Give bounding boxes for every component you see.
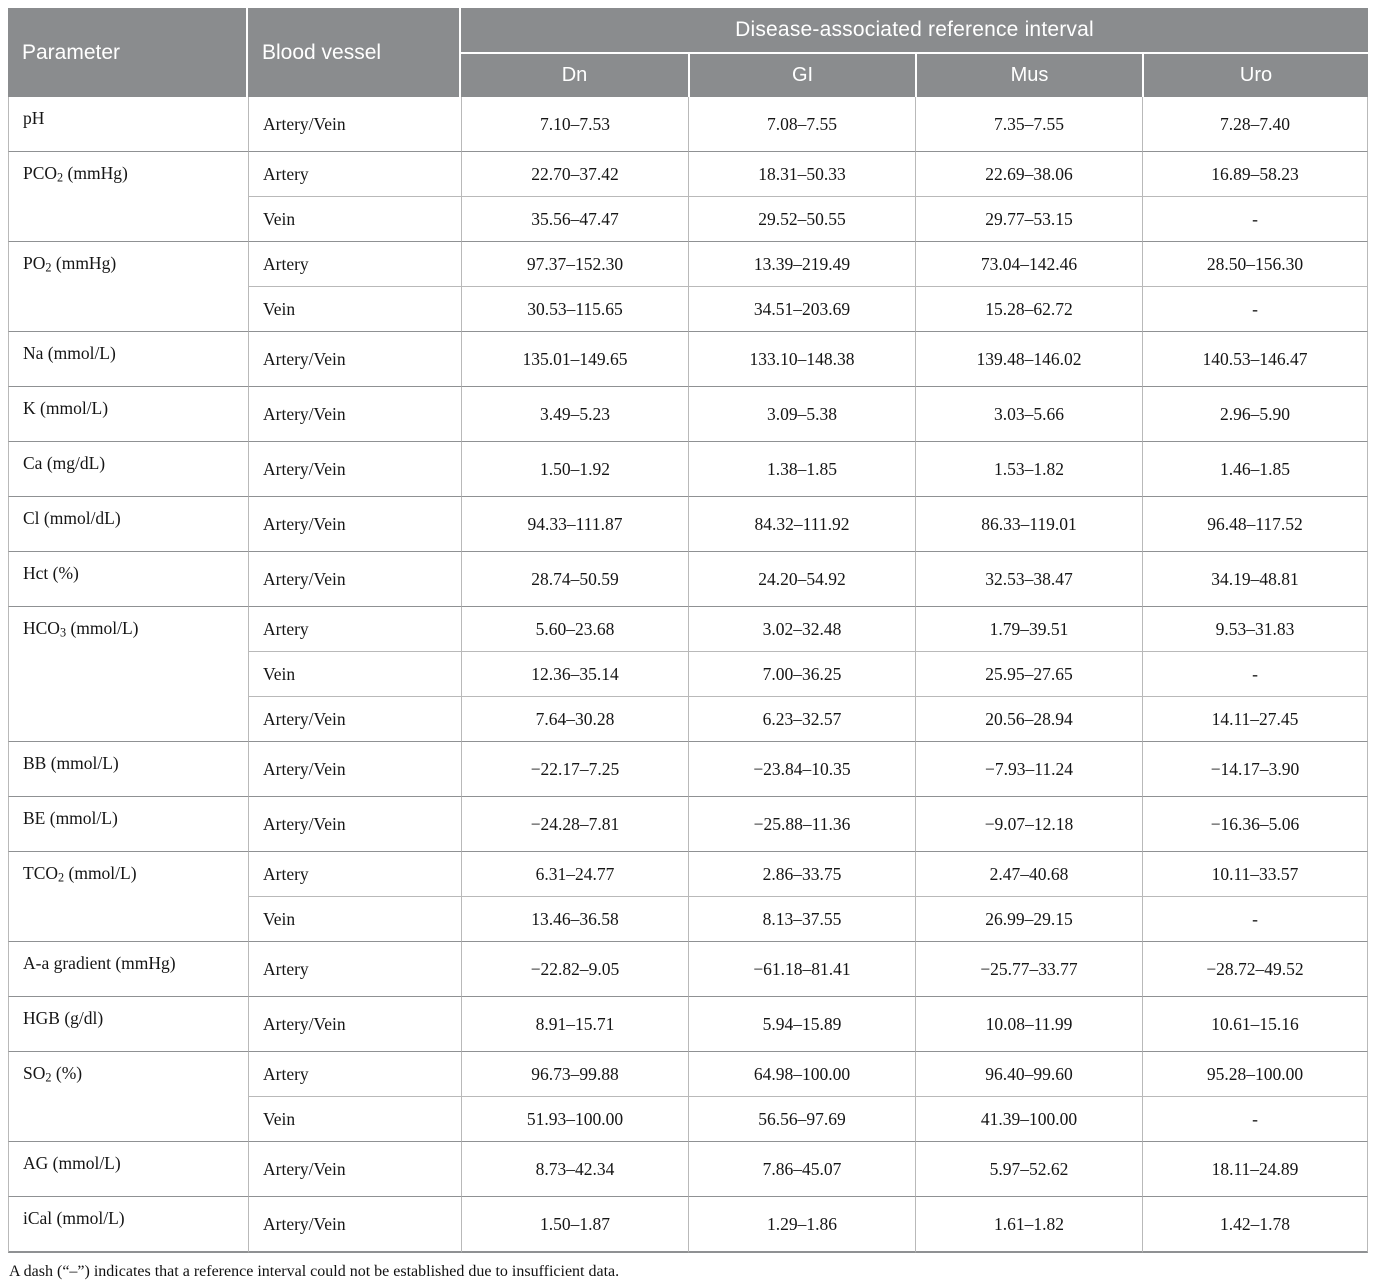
value-cell: 13.46–36.58 xyxy=(461,896,688,941)
param-base: BE (mmol/L) xyxy=(23,808,118,828)
value-cell: −22.82–9.05 xyxy=(461,941,688,996)
value-cell: 7.35–7.55 xyxy=(915,97,1142,151)
value-cell: 96.48–117.52 xyxy=(1142,496,1368,551)
parameter-cell xyxy=(8,796,248,851)
value-cell: 96.73–99.88 xyxy=(461,1051,688,1096)
value-cell: 25.95–27.65 xyxy=(915,651,1142,696)
table-row xyxy=(8,241,1368,286)
value-cell: 5.97–52.62 xyxy=(915,1141,1142,1196)
parameter-cell xyxy=(8,741,248,796)
value-cell: 2.86–33.75 xyxy=(688,851,915,896)
value-cell: 1.38–1.85 xyxy=(688,441,915,496)
value-cell: 6.23–32.57 xyxy=(688,696,915,741)
value-cell: 73.04–142.46 xyxy=(915,241,1142,286)
value-cell: 28.50–156.30 xyxy=(1142,241,1368,286)
parameter-cell xyxy=(8,996,248,1051)
vessel-cell: Vein xyxy=(248,286,461,331)
vessel-cell: Artery/Vein xyxy=(248,386,461,441)
value-cell: 20.56–28.94 xyxy=(915,696,1142,741)
table-row xyxy=(8,1141,1368,1196)
value-cell: 3.49–5.23 xyxy=(461,386,688,441)
vessel-cell: Artery/Vein xyxy=(248,331,461,386)
value-cell: −23.84–10.35 xyxy=(688,741,915,796)
value-cell: 8.91–15.71 xyxy=(461,996,688,1051)
value-cell: 22.69–38.06 xyxy=(915,151,1142,196)
value-cell: 30.53–115.65 xyxy=(461,286,688,331)
parameter-cell xyxy=(8,241,248,331)
vessel-cell: Artery xyxy=(248,1051,461,1096)
table-row xyxy=(8,606,1368,651)
reference-interval-table xyxy=(8,8,1368,1253)
value-cell: 10.61–15.16 xyxy=(1142,996,1368,1051)
value-cell: 34.19–48.81 xyxy=(1142,551,1368,606)
param-unit: (mmol/L) xyxy=(66,618,139,638)
table-row xyxy=(8,741,1368,796)
param-base: Cl (mmol/dL) xyxy=(23,508,121,528)
value-cell: 7.08–7.55 xyxy=(688,97,915,151)
parameter-cell xyxy=(8,441,248,496)
table-row xyxy=(8,97,1368,151)
vessel-cell: Artery xyxy=(248,241,461,286)
table-row xyxy=(8,1196,1368,1253)
value-cell: 7.64–30.28 xyxy=(461,696,688,741)
header-subcol-gi: GI xyxy=(688,54,915,97)
param-base: K (mmol/L) xyxy=(23,398,109,418)
header-subcol-dn: Dn xyxy=(461,54,688,97)
value-cell: 32.53–38.47 xyxy=(915,551,1142,606)
vessel-cell: Artery/Vein xyxy=(248,796,461,851)
parameter-cell xyxy=(8,1051,248,1141)
value-cell: 29.77–53.15 xyxy=(915,196,1142,241)
vessel-cell: Artery xyxy=(248,606,461,651)
value-cell: 41.39–100.00 xyxy=(915,1096,1142,1141)
table-row xyxy=(8,441,1368,496)
value-cell: 140.53–146.47 xyxy=(1142,331,1368,386)
vessel-cell: Artery/Vein xyxy=(248,996,461,1051)
value-cell: 139.48–146.02 xyxy=(915,331,1142,386)
value-cell: 7.86–45.07 xyxy=(688,1141,915,1196)
vessel-cell: Artery xyxy=(248,851,461,896)
table-row xyxy=(8,851,1368,896)
value-cell: 12.36–35.14 xyxy=(461,651,688,696)
value-cell: 7.00–36.25 xyxy=(688,651,915,696)
value-cell: - xyxy=(1142,196,1368,241)
value-cell: 133.10–148.38 xyxy=(688,331,915,386)
value-cell: 3.03–5.66 xyxy=(915,386,1142,441)
param-base: SO xyxy=(23,1063,46,1083)
parameter-cell xyxy=(8,331,248,386)
value-cell: −28.72–49.52 xyxy=(1142,941,1368,996)
table-row xyxy=(8,996,1368,1051)
value-cell: 18.11–24.89 xyxy=(1142,1141,1368,1196)
vessel-cell: Artery/Vein xyxy=(248,696,461,741)
param-unit: (mmHg) xyxy=(51,253,117,273)
table-header xyxy=(8,8,1368,97)
param-base: HGB (g/dl) xyxy=(23,1008,104,1028)
value-cell: 2.96–5.90 xyxy=(1142,386,1368,441)
vessel-cell: Artery/Vein xyxy=(248,741,461,796)
value-cell: 84.32–111.92 xyxy=(688,496,915,551)
parameter-cell xyxy=(8,851,248,941)
parameter-cell xyxy=(8,496,248,551)
value-cell: 97.37–152.30 xyxy=(461,241,688,286)
vessel-cell: Artery xyxy=(248,941,461,996)
value-cell: 2.47–40.68 xyxy=(915,851,1142,896)
param-base: PCO xyxy=(23,163,58,183)
value-cell: 51.93–100.00 xyxy=(461,1096,688,1141)
value-cell: 10.08–11.99 xyxy=(915,996,1142,1051)
param-subscript: 2 xyxy=(57,170,64,185)
param-subscript: 2 xyxy=(58,870,65,885)
param-base: AG (mmol/L) xyxy=(23,1153,121,1173)
value-cell: 1.29–1.86 xyxy=(688,1196,915,1253)
param-base: Hct (%) xyxy=(23,563,79,583)
value-cell: 135.01–149.65 xyxy=(461,331,688,386)
value-cell: 22.70–37.42 xyxy=(461,151,688,196)
value-cell: 35.56–47.47 xyxy=(461,196,688,241)
parameter-cell xyxy=(8,151,248,241)
table-row xyxy=(8,941,1368,996)
value-cell: −16.36–5.06 xyxy=(1142,796,1368,851)
header-blood-vessel: Blood vessel xyxy=(248,8,461,97)
value-cell: 1.42–1.78 xyxy=(1142,1196,1368,1253)
param-base: pH xyxy=(23,108,45,128)
table-row xyxy=(8,796,1368,851)
value-cell: 1.79–39.51 xyxy=(915,606,1142,651)
value-cell: 26.99–29.15 xyxy=(915,896,1142,941)
value-cell: −25.88–11.36 xyxy=(688,796,915,851)
table-row xyxy=(8,1051,1368,1096)
value-cell: 29.52–50.55 xyxy=(688,196,915,241)
param-base: Na (mmol/L) xyxy=(23,343,116,363)
table-row xyxy=(8,386,1368,441)
param-unit: (%) xyxy=(51,1063,83,1083)
table-row xyxy=(8,496,1368,551)
value-cell: - xyxy=(1142,286,1368,331)
value-cell: 96.40–99.60 xyxy=(915,1051,1142,1096)
value-cell: 7.28–7.40 xyxy=(1142,97,1368,151)
vessel-cell: Artery/Vein xyxy=(248,441,461,496)
parameter-cell xyxy=(8,606,248,741)
value-cell: 3.09–5.38 xyxy=(688,386,915,441)
vessel-cell: Artery/Vein xyxy=(248,551,461,606)
value-cell: 1.53–1.82 xyxy=(915,441,1142,496)
header-banner: Disease-associated reference interval xyxy=(461,8,1368,54)
param-base: TCO xyxy=(23,863,58,883)
vessel-cell: Artery/Vein xyxy=(248,97,461,151)
value-cell: - xyxy=(1142,896,1368,941)
param-subscript: 2 xyxy=(45,1070,52,1085)
vessel-cell: Vein xyxy=(248,196,461,241)
vessel-cell: Artery/Vein xyxy=(248,1141,461,1196)
table-row xyxy=(8,331,1368,386)
param-unit: (mmol/L) xyxy=(64,863,137,883)
table-row xyxy=(8,151,1368,196)
param-subscript: 2 xyxy=(45,260,52,275)
value-cell: 18.31–50.33 xyxy=(688,151,915,196)
param-base: HCO xyxy=(23,618,60,638)
value-cell: −25.77–33.77 xyxy=(915,941,1142,996)
value-cell: 8.73–42.34 xyxy=(461,1141,688,1196)
value-cell: 7.10–7.53 xyxy=(461,97,688,151)
header-subcol-uro: Uro xyxy=(1142,54,1368,97)
value-cell: 6.31–24.77 xyxy=(461,851,688,896)
value-cell: 5.94–15.89 xyxy=(688,996,915,1051)
value-cell: 64.98–100.00 xyxy=(688,1051,915,1096)
value-cell: 56.56–97.69 xyxy=(688,1096,915,1141)
value-cell: −61.18–81.41 xyxy=(688,941,915,996)
value-cell: 34.51–203.69 xyxy=(688,286,915,331)
value-cell: −9.07–12.18 xyxy=(915,796,1142,851)
parameter-cell xyxy=(8,1196,248,1253)
vessel-cell: Vein xyxy=(248,651,461,696)
value-cell: - xyxy=(1142,1096,1368,1141)
value-cell: 14.11–27.45 xyxy=(1142,696,1368,741)
param-base: A-a gradient (mmHg) xyxy=(23,953,176,973)
vessel-cell: Artery/Vein xyxy=(248,1196,461,1253)
value-cell: 1.46–1.85 xyxy=(1142,441,1368,496)
value-cell: 16.89–58.23 xyxy=(1142,151,1368,196)
parameter-cell xyxy=(8,1141,248,1196)
param-subscript: 3 xyxy=(59,625,67,640)
value-cell: 28.74–50.59 xyxy=(461,551,688,606)
parameter-cell xyxy=(8,386,248,441)
param-base: Ca (mg/dL) xyxy=(23,453,106,473)
value-cell: 86.33–119.01 xyxy=(915,496,1142,551)
param-unit: (mmHg) xyxy=(63,163,128,183)
value-cell: 1.50–1.92 xyxy=(461,441,688,496)
parameter-cell xyxy=(8,551,248,606)
table-body xyxy=(8,97,1368,1253)
value-cell: −24.28–7.81 xyxy=(461,796,688,851)
vessel-cell: Artery xyxy=(248,151,461,196)
param-base: PO xyxy=(23,253,46,273)
value-cell: 10.11–33.57 xyxy=(1142,851,1368,896)
value-cell: −7.93–11.24 xyxy=(915,741,1142,796)
header-subcol-mus: Mus xyxy=(915,54,1142,97)
value-cell: 13.39–219.49 xyxy=(688,241,915,286)
value-cell: 95.28–100.00 xyxy=(1142,1051,1368,1096)
vessel-cell: Artery/Vein xyxy=(248,496,461,551)
parameter-cell xyxy=(8,941,248,996)
value-cell: - xyxy=(1142,651,1368,696)
vessel-cell: Vein xyxy=(248,1096,461,1141)
vessel-cell: Vein xyxy=(248,896,461,941)
table-footnote: A dash (“–”) indicates that a reference interval could not be established due to insufficient data. xyxy=(9,1263,620,1280)
param-base: BB (mmol/L) xyxy=(23,753,119,773)
value-cell: 15.28–62.72 xyxy=(915,286,1142,331)
param-base: iCal (mmol/L) xyxy=(23,1208,125,1228)
value-cell: −14.17–3.90 xyxy=(1142,741,1368,796)
value-cell: −22.17–7.25 xyxy=(461,741,688,796)
value-cell: 24.20–54.92 xyxy=(688,551,915,606)
value-cell: 9.53–31.83 xyxy=(1142,606,1368,651)
value-cell: 1.61–1.82 xyxy=(915,1196,1142,1253)
parameter-cell xyxy=(8,97,248,151)
value-cell: 3.02–32.48 xyxy=(688,606,915,651)
header-parameter: Parameter xyxy=(8,8,248,97)
value-cell: 94.33–111.87 xyxy=(461,496,688,551)
value-cell: 8.13–37.55 xyxy=(688,896,915,941)
value-cell: 1.50–1.87 xyxy=(461,1196,688,1253)
value-cell: 5.60–23.68 xyxy=(461,606,688,651)
table-row xyxy=(8,551,1368,606)
